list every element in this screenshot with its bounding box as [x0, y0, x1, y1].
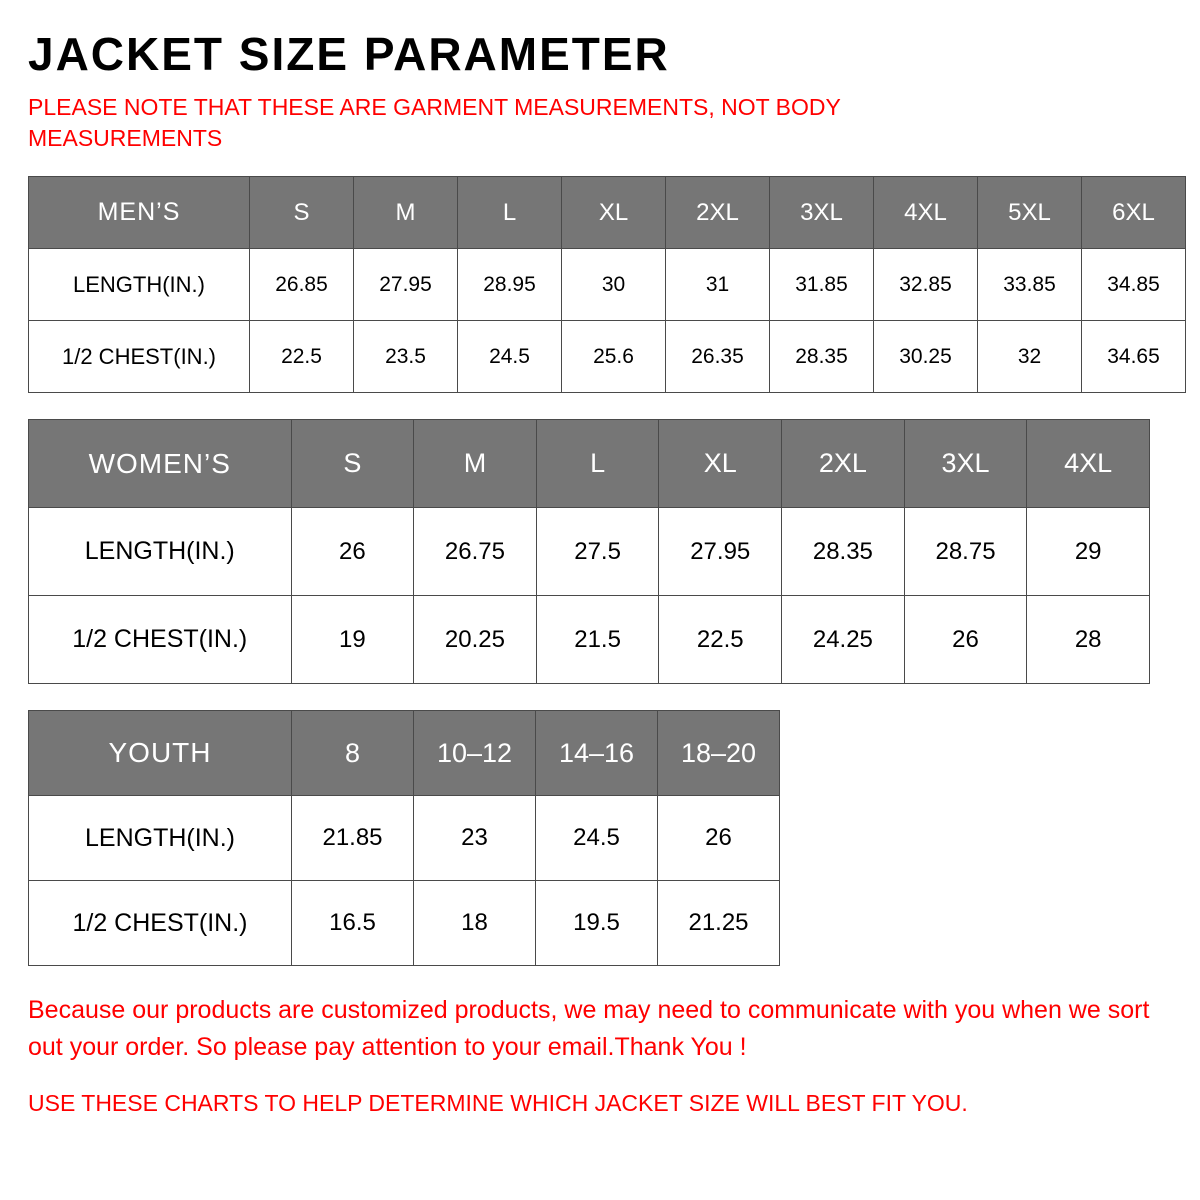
table-cell: 25.6	[562, 321, 666, 393]
table-row	[29, 321, 1186, 393]
table-cell: 22.5	[659, 596, 782, 684]
size-header-cell: S	[250, 177, 354, 249]
table-cell: 26.85	[250, 249, 354, 321]
table-cell: 19	[291, 596, 414, 684]
table-cell: 21.25	[658, 881, 780, 966]
table-cell: 34.85	[1082, 249, 1186, 321]
table-cell: 24.25	[782, 596, 905, 684]
table-cell: 28	[1027, 596, 1150, 684]
table-cell: 34.65	[1082, 321, 1186, 393]
row-label: LENGTH(IN.)	[29, 508, 292, 596]
table-cell: 31.85	[770, 249, 874, 321]
mens-size-table	[28, 176, 1186, 393]
size-header-cell: 2XL	[782, 420, 905, 508]
size-header-cell: 4XL	[874, 177, 978, 249]
table-cell: 30	[562, 249, 666, 321]
table-cell: 19.5	[536, 881, 658, 966]
table-cell: 28.75	[904, 508, 1027, 596]
chart-usage-note: USE THESE CHARTS TO HELP DETERMINE WHICH JACKET SIZE WILL BEST FIT YOU.	[28, 1089, 968, 1116]
table-row	[29, 249, 1186, 321]
size-header-cell: 18–20	[658, 711, 780, 796]
table-cell: 24.5	[536, 796, 658, 881]
table-cell: 32.85	[874, 249, 978, 321]
table-corner-label: YOUTH	[29, 711, 292, 796]
youth-size-table	[28, 710, 780, 966]
size-header-cell: 2XL	[666, 177, 770, 249]
size-header-cell: L	[458, 177, 562, 249]
size-header-cell: 14–16	[536, 711, 658, 796]
table-cell: 27.5	[536, 508, 659, 596]
table-cell: 28.35	[770, 321, 874, 393]
table-row	[29, 508, 1150, 596]
size-header-cell: 4XL	[1027, 420, 1150, 508]
table-cell: 24.5	[458, 321, 562, 393]
row-label: 1/2 CHEST(IN.)	[29, 596, 292, 684]
row-label: LENGTH(IN.)	[29, 249, 250, 321]
table-cell: 26.35	[666, 321, 770, 393]
size-header-cell: M	[354, 177, 458, 249]
size-header-cell: XL	[659, 420, 782, 508]
table-cell: 21.5	[536, 596, 659, 684]
table-cell: 29	[1027, 508, 1150, 596]
table-cell: 26	[658, 796, 780, 881]
size-header-cell: S	[291, 420, 414, 508]
table-cell: 28.35	[782, 508, 905, 596]
table-cell: 23.5	[354, 321, 458, 393]
table-cell: 20.25	[414, 596, 537, 684]
size-header-cell: 8	[292, 711, 414, 796]
table-row	[29, 796, 780, 881]
size-header-cell: M	[414, 420, 537, 508]
table-cell: 30.25	[874, 321, 978, 393]
table-cell: 27.95	[354, 249, 458, 321]
table-corner-label: MEN’S	[29, 177, 250, 249]
womens-size-table	[28, 419, 1150, 684]
table-header-row	[29, 711, 780, 796]
row-label: 1/2 CHEST(IN.)	[29, 881, 292, 966]
table-cell: 32	[978, 321, 1082, 393]
size-header-cell: 3XL	[770, 177, 874, 249]
table-corner-label: WOMEN’S	[29, 420, 292, 508]
page-title: JACKET SIZE PARAMETER	[28, 28, 670, 80]
table-cell: 26.75	[414, 508, 537, 596]
table-cell: 18	[414, 881, 536, 966]
table-cell: 26	[904, 596, 1027, 684]
table-cell: 22.5	[250, 321, 354, 393]
size-header-cell: L	[536, 420, 659, 508]
size-header-cell: 5XL	[978, 177, 1082, 249]
customization-note: Because our products are customized products, we may need to communicate with you when we sort out your order. So please pay attention to your email.Thank You !	[28, 996, 1150, 1061]
row-label: 1/2 CHEST(IN.)	[29, 321, 250, 393]
row-label: LENGTH(IN.)	[29, 796, 292, 881]
table-row	[29, 596, 1150, 684]
table-cell: 33.85	[978, 249, 1082, 321]
size-header-cell: 6XL	[1082, 177, 1186, 249]
table-row	[29, 881, 780, 966]
table-cell: 28.95	[458, 249, 562, 321]
table-cell: 31	[666, 249, 770, 321]
table-cell: 16.5	[292, 881, 414, 966]
measurement-note: PLEASE NOTE THAT THESE ARE GARMENT MEASUREMENTS, NOT BODY MEASUREMENTS	[28, 94, 841, 152]
size-header-cell: 10–12	[414, 711, 536, 796]
table-cell: 23	[414, 796, 536, 881]
size-header-cell: 3XL	[904, 420, 1027, 508]
table-cell: 26	[291, 508, 414, 596]
table-cell: 21.85	[292, 796, 414, 881]
table-header-row	[29, 420, 1150, 508]
size-header-cell: XL	[562, 177, 666, 249]
table-header-row	[29, 177, 1186, 249]
table-cell: 27.95	[659, 508, 782, 596]
